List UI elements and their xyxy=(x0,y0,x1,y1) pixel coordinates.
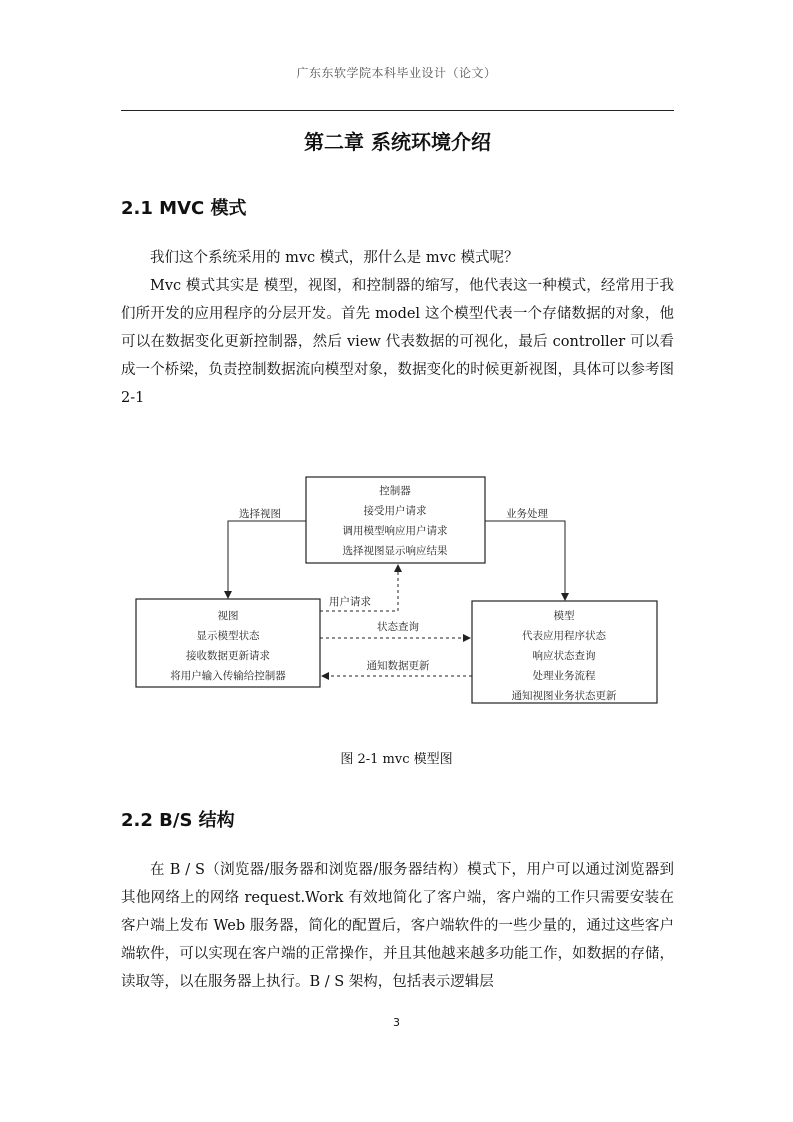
paragraph: 我们这个系统采用的 mvc 模式，那什么是 mvc 模式呢？ xyxy=(150,250,519,266)
edge-label-state-query: 状态查询 xyxy=(377,621,419,633)
edge-label-select-view: 选择视图 xyxy=(239,508,281,520)
controller-line: 选择视图显示响应结果 xyxy=(342,545,448,557)
model-title: 模型 xyxy=(553,610,575,622)
view-line: 显示模型状态 xyxy=(196,630,260,642)
controller-line: 调用模型响应用户请求 xyxy=(342,525,448,537)
model-line: 通知视图业务状态更新 xyxy=(511,690,617,702)
mvc-diagram xyxy=(0,460,793,710)
model-line: 处理业务流程 xyxy=(532,670,596,682)
edge-business-process xyxy=(485,521,565,600)
section-title-2-1: 2.1 MVC 模式 xyxy=(121,198,247,219)
controller-title: 控制器 xyxy=(379,485,411,497)
section-2-2-body xyxy=(121,856,674,996)
figure-caption: 图 2-1 mvc 模型图 xyxy=(340,752,453,767)
view-line: 接收数据更新请求 xyxy=(186,650,270,662)
controller-line: 接受用户请求 xyxy=(363,505,427,517)
edge-label-user-request: 用户请求 xyxy=(329,596,371,608)
section-title-2-2: 2.2 B/S 结构 xyxy=(121,810,235,831)
page-header: 广东东软学院本科毕业设计（论文） xyxy=(296,66,497,80)
chapter-title: 第二章 系统环境介绍 xyxy=(304,130,491,154)
section-2-1-body xyxy=(121,244,674,412)
paragraph: 在 B / S（浏览器/服务器和浏览器/服务器结构）模式下，用户可以通过浏览器到其他网络上的网络 request.Work 有效地简化了客户端，客户端的工作只需要安装在客户端上发布 Web 服务器，简化的配置后，客户端软件的一些少量的，通过这些客户端软件，可以实现在客户端的正常操作，并且其他越来越多功能工作，如数据的存储，读取等，以在服务器上执行。B / S 架构，包括表示逻辑层 xyxy=(121,862,674,990)
model-line: 代表应用程序状态 xyxy=(522,630,606,642)
edge-label-business-process: 业务处理 xyxy=(506,508,548,520)
paragraph: Mvc 模式其实是 模型，视图，和控制器的缩写，他代表这一种模式，经常用于我们所开发的应用程序的分层开发。首先 model 这个模型代表一个存储数据的对象，他可以在数据变化更新控制器，然后 view 代表数据的可视化，最后 controller 可以看成一个桥梁，负责控制数据流向模型对象，数据变化的时候更新视图，具体可以参考图 2-1 xyxy=(121,278,674,406)
model-line: 响应状态查询 xyxy=(532,650,596,662)
edge-label-notify-update: 通知数据更新 xyxy=(366,660,430,672)
view-title: 视图 xyxy=(217,610,239,622)
page-number: 3 xyxy=(393,1016,400,1029)
edge-select-view xyxy=(228,521,306,598)
view-line: 将用户输入传输给控制器 xyxy=(170,670,286,682)
header-rule xyxy=(121,110,674,111)
